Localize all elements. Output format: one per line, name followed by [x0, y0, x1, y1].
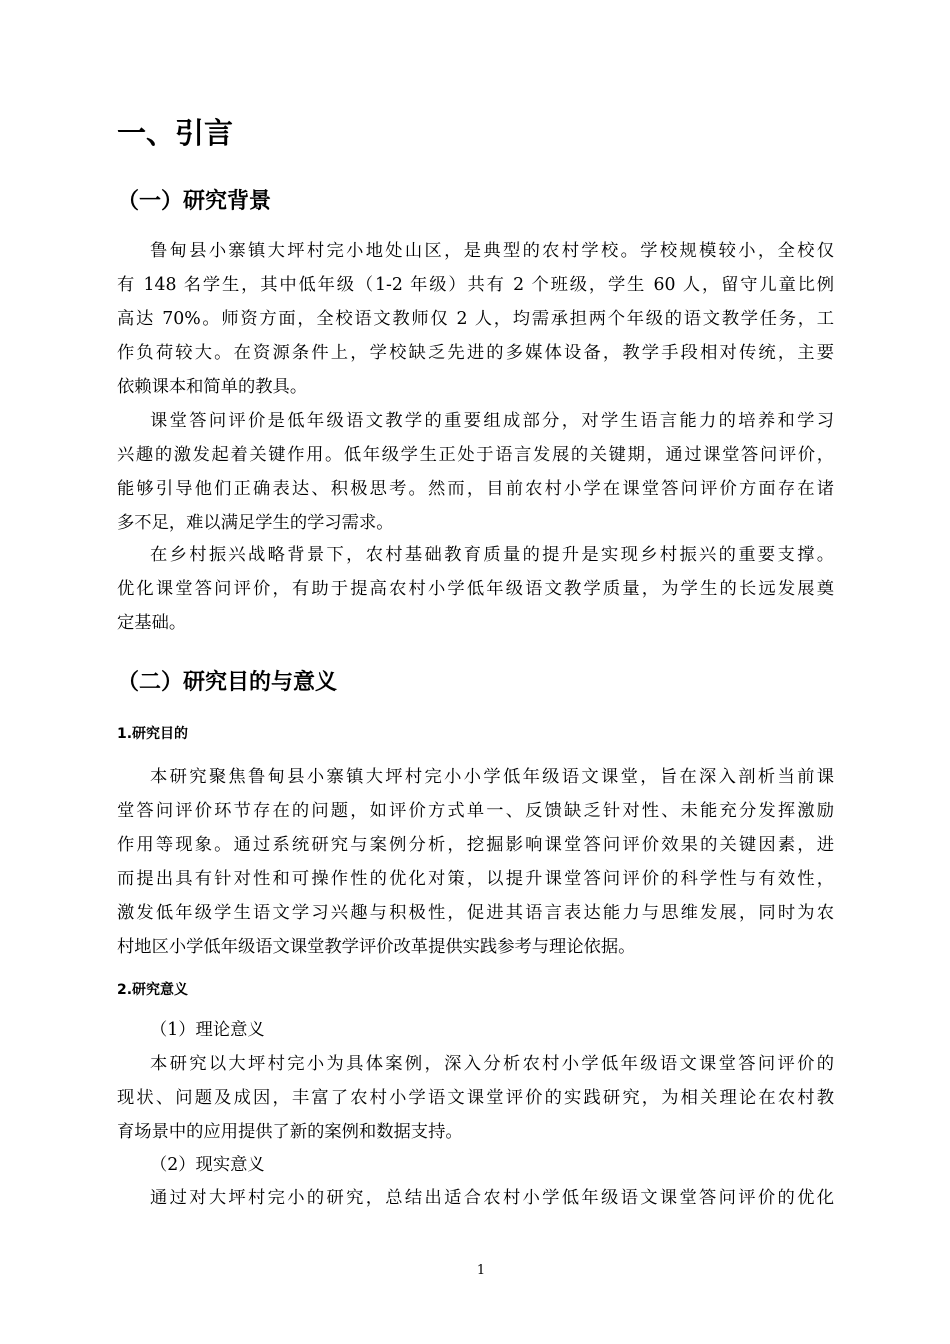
- page-number: 1: [476, 1263, 486, 1278]
- background-paragraph-2: [117, 404, 834, 540]
- text-line: 能够引导他们正确表达、积极思考。然而，目前农村小学在课堂答问评价方面存在诸: [117, 479, 834, 499]
- subsection-heading-significance: 2.研究意义: [117, 982, 189, 998]
- text-line: 通过对大坪村完小的研究，总结出适合农村小学低年级语文课堂答问评价的优化: [150, 1188, 834, 1208]
- text-line: 在乡村振兴战略背景下，农村基础教育质量的提升是实现乡村振兴的重要支撑。: [150, 545, 834, 565]
- text-line: 课堂答问评价是低年级语文教学的重要组成部分，对学生语言能力的培养和学习: [150, 411, 834, 431]
- text-line: 依赖课本和简单的教具。: [117, 377, 308, 397]
- text-line: 作用等现象。通过系统研究与案例分析，挖掘影响课堂答问评价效果的关键因素，进: [117, 835, 834, 855]
- text-line: 有 148 名学生，其中低年级（1-2 年级）共有 2 个班级，学生 60 人，留守儿童比例: [117, 275, 834, 295]
- text-line: 育场景中的应用提供了新的案例和数据支持。: [117, 1122, 463, 1142]
- text-line: 鲁甸县小寨镇大坪村完小地处山区，是典型的农村学校。学校规模较小，全校仅: [150, 241, 834, 261]
- theory-paragraph: [117, 1047, 834, 1149]
- text-line: 村地区小学低年级语文课堂教学评价改革提供实践参考与理论依据。: [117, 937, 636, 957]
- text-line: 作负荷较大。在资源条件上，学校缺乏先进的多媒体设备，教学手段相对传统，主要: [117, 343, 834, 363]
- chapter-heading: 一、引言: [117, 116, 234, 150]
- text-line: 高达 70%。师资方面，全校语文教师仅 2 人，均需承担两个年级的语文教学任务，工: [117, 309, 834, 329]
- purpose-paragraph: [117, 760, 834, 964]
- theory-significance-heading: （1）理论意义: [150, 1020, 265, 1040]
- text-line: 激发低年级学生语文学习兴趣与积极性，促进其语言表达能力与思维发展，同时为农: [117, 903, 834, 923]
- background-paragraph-1: [117, 234, 834, 404]
- background-paragraph-3: [117, 538, 834, 640]
- practice-paragraph: [117, 1181, 834, 1215]
- text-line: 而提出具有针对性和可操作性的优化对策，以提升课堂答问评价的科学性与有效性，: [117, 869, 834, 889]
- text-line: 定基础。: [117, 613, 187, 633]
- text-line: 本研究聚焦鲁甸县小寨镇大坪村完小小学低年级语文课堂，旨在深入剖析当前课: [150, 767, 834, 787]
- text-line: 现状、问题及成因，丰富了农村小学语文课堂评价的实践研究，为相关理论在农村教: [117, 1088, 834, 1108]
- text-line: 优化课堂答问评价，有助于提高农村小学低年级语文教学质量，为学生的长远发展奠: [117, 579, 834, 599]
- text-line: 本研究以大坪村完小为具体案例，深入分析农村小学低年级语文课堂答问评价的: [150, 1054, 834, 1074]
- practice-significance-heading: （2）现实意义: [150, 1155, 265, 1175]
- text-line: 兴趣的激发起着关键作用。低年级学生正处于语言发展的关键期，通过课堂答问评价，: [117, 445, 834, 465]
- section-heading-purpose-significance: （二）研究目的与意义: [117, 670, 338, 695]
- text-line: 堂答问评价环节存在的问题，如评价方式单一、反馈缺乏针对性、未能充分发挥激励: [117, 801, 834, 821]
- section-heading-background: （一）研究背景: [117, 189, 272, 214]
- subsection-heading-purpose: 1.研究目的: [117, 726, 189, 742]
- text-line: 多不足，难以满足学生的学习需求。: [117, 513, 394, 533]
